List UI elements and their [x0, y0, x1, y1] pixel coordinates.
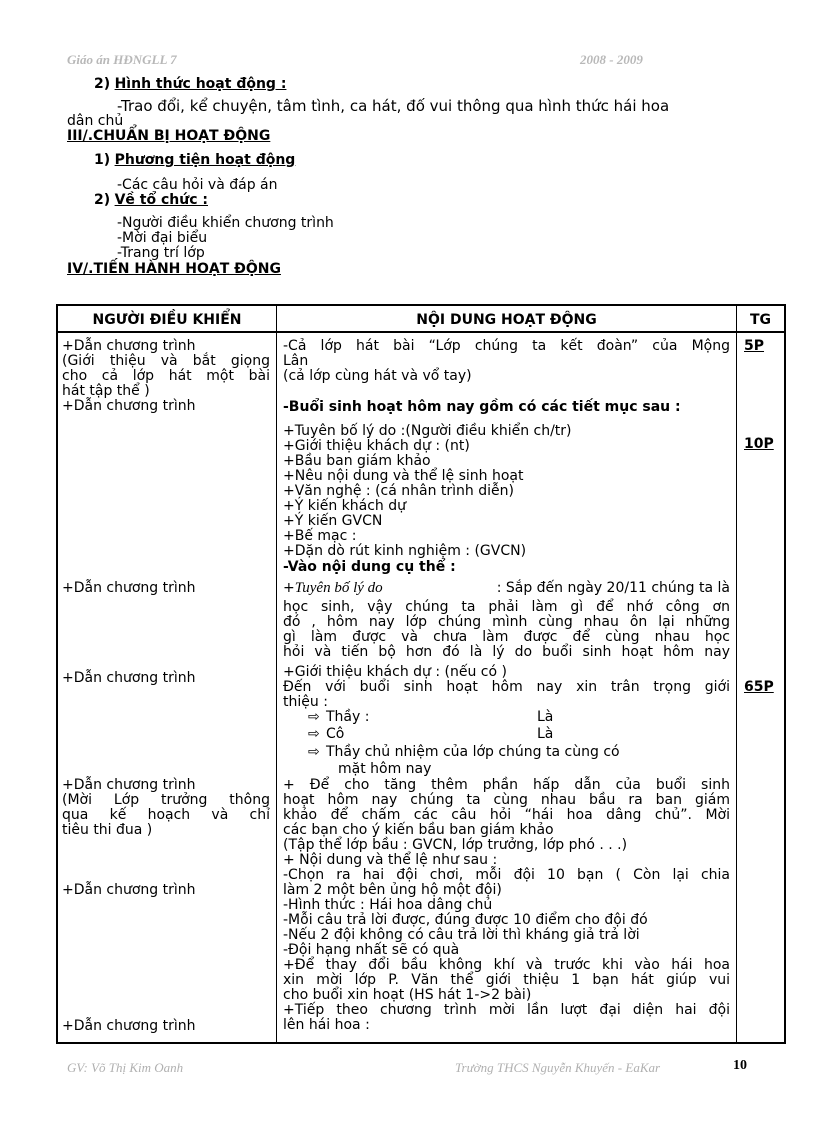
section-3-1-text: -Các câu hỏi và đáp án — [117, 177, 278, 193]
content-line: làm 2 một bên ủng hộ một đội) — [283, 882, 502, 898]
content-line: + Để cho tăng thêm phần hấp dẫn của buổi sinh — [283, 777, 730, 793]
content-line: xin mời lớp P. Văn thể giới thiệu 1 bạn hát giúp vui — [283, 972, 730, 988]
guest-bullet — [308, 745, 730, 760]
content-line: (Tập thể lớp bầu : GVCN, lớp trưởng, lớp phó . . .) — [283, 837, 628, 853]
content-line: +Ý kiến GVCN — [283, 513, 383, 529]
time-value: 5P — [744, 338, 765, 354]
leader-line: cho cả lớp hát một bài — [62, 368, 270, 384]
section-3-2-number: 2) — [94, 192, 111, 208]
section-3-1-number: 1) — [94, 152, 111, 168]
table-header-leader: NGƯỜI ĐIỀU KHIỂN — [92, 312, 242, 328]
leader-line: +Dẫn chương trình — [62, 398, 196, 414]
content-line: +Bầu ban giám khảo — [283, 453, 431, 469]
content-line: hỏi và tiến bộ hơn đó là lý do buổi sinh hoạt hôm nay — [283, 644, 730, 660]
table-header-time: TG — [749, 312, 772, 328]
content-line: -Nếu 2 đội không có câu trả lời thì kháng giả trả lời — [283, 927, 640, 943]
leader-line: +Dẫn chương trình — [62, 338, 196, 354]
leader-line: +Dẫn chương trình — [62, 580, 196, 596]
content-heading: -Buổi sinh hoạt hôm nay gồm có các tiết mục sau : — [283, 399, 681, 415]
content-line — [283, 581, 730, 596]
content-line: mặt hôm nay — [338, 761, 432, 777]
content-line: (cả lớp cùng hát và vổ tay) — [283, 368, 472, 384]
content-line: học sinh, vậy chúng ta phải làm gì để nhớ công ơn — [283, 599, 730, 615]
content-line: -Đội hạng nhất sẽ có quà — [283, 942, 460, 958]
content-line: gì làm được và chưa làm được để cùng nhau học — [283, 629, 730, 645]
leader-line: qua kế hoạch và chỉ — [62, 807, 270, 823]
content-line: -Cả lớp hát bài “Lớp chúng ta kết đoàn” của Mộng — [283, 338, 730, 354]
section-3-2-item: -Trang trí lớp — [117, 245, 205, 261]
content-line: Đến với buổi sinh hoạt hôm nay xin trân trọng giới — [283, 679, 730, 695]
content-line: +Bế mạc : — [283, 528, 357, 544]
content-line: +Ý kiến khách dự — [283, 498, 407, 514]
content-line: +Để thay đổi bầu không khí và trước khi vào hái hoa — [283, 957, 730, 973]
section-3-2-title: Về tổ chức : — [114, 192, 208, 208]
content-line: khảo để chấm các câu hỏi “hái hoa dâng chủ”. Mời — [283, 807, 730, 823]
arrow-icon: ⇨ — [308, 744, 320, 760]
section-3-title: III/.CHUẨN BỊ HOẠT ĐỘNG — [67, 128, 271, 144]
leader-line: hát tập thể ) — [62, 383, 150, 399]
content-heading: -Vào nội dung cụ thể : — [283, 559, 456, 575]
footer-left: GV: Võ Thị Kim Oanh — [67, 1060, 184, 1075]
section-2-number: 2) — [94, 76, 111, 92]
section-2-text-cont: dân chủ — [67, 113, 124, 129]
guest-bullet — [308, 727, 344, 742]
guest-role: Là — [537, 726, 554, 742]
time-value: 10P — [744, 436, 774, 452]
section-3-1-heading — [94, 153, 295, 168]
guest-label: Cô — [326, 726, 345, 742]
content-line: các bạn cho ý kiến bầu ban giám khảo — [283, 822, 554, 838]
leader-line: +Dẫn chương trình — [62, 777, 196, 793]
section-3-2-item: -Mời đại biểu — [117, 230, 208, 246]
content-line: -Mỗi câu trả lời được, đúng được 10 điểm cho đội đó — [283, 912, 648, 928]
content-line: +Giới thiệu khách dự : (nt) — [283, 438, 470, 454]
header-left: Giáo án HĐNGLL 7 — [67, 52, 177, 67]
guest-role: Là — [537, 709, 554, 725]
leader-line: +Dẫn chương trình — [62, 1018, 196, 1034]
leader-line: +Dẫn chương trình — [62, 882, 196, 898]
reason-text: : Sắp đến ngày 20/11 chúng ta là — [496, 580, 730, 596]
section-2-text: -Trao đổi, kể chuyện, tâm tình, ca hát, đố vui thông qua hình thức hái hoa — [117, 97, 670, 115]
leader-line: (Mời Lớp trưởng thông — [62, 792, 270, 808]
content-line: Lân — [283, 353, 309, 369]
content-line: +Nêu nội dung và thể lệ sinh hoạt — [283, 468, 524, 484]
section-3-2-item: -Người điều khiển chương trình — [117, 215, 334, 231]
content-line: -Hình thức : Hái hoa dâng chủ — [283, 897, 493, 913]
section-2-title: Hình thức hoạt động : — [114, 76, 287, 92]
leader-line: tiêu thi đua ) — [62, 822, 153, 838]
guest-label: Thầy : — [326, 709, 370, 725]
content-line: +Giới thiệu khách dự : (nếu có ) — [283, 664, 507, 680]
footer-right: Trường THCS Nguyễn Khuyến - EaKar — [455, 1060, 661, 1075]
content-line: +Văn nghệ : (cá nhân trình diễn) — [283, 483, 514, 499]
section-2-heading — [94, 77, 286, 92]
leader-line: +Dẫn chương trình — [62, 670, 196, 686]
arrow-icon: ⇨ — [308, 726, 320, 742]
time-value: 65P — [744, 679, 774, 695]
reason-label: Tuyên bố lý do — [294, 580, 383, 596]
arrow-icon: ⇨ — [308, 709, 320, 725]
content-line: cho buổi xin hoạt (HS hát 1->2 bài) — [283, 987, 532, 1003]
leader-line: (Giới thiệu và bắt giọng — [62, 353, 270, 369]
content-line: lên hái hoa : — [283, 1017, 370, 1033]
table-header-content: NỘI DUNG HOẠT ĐỘNG — [416, 312, 597, 328]
content-line: thiệu : — [283, 694, 328, 710]
content-line: + Nội dung và thể lệ như sau : — [283, 852, 498, 868]
content-line: đó , hôm nay lớp chúng mình cùng nhau ôn lại những — [283, 614, 730, 630]
guest-bullet — [308, 710, 369, 725]
page-number: 10 — [733, 1058, 747, 1073]
content-line: +Tiếp theo chương trình mời lần lượt đại diện hai đội — [283, 1002, 730, 1018]
content-line: +Dặn dò rút kinh nghiệm : (GVCN) — [283, 543, 527, 559]
header-right: 2008 - 2009 — [580, 52, 643, 67]
guest-label: Thầy chủ nhiệm của lớp chúng ta cùng có — [326, 744, 620, 760]
section-4-title: IV/.TIẾN HÀNH HOẠT ĐỘNG — [67, 261, 281, 277]
content-line: -Chọn ra hai đội chơi, mỗi đội 10 bạn ( Còn lại chia — [283, 867, 730, 883]
content-line: +Tuyên bố lý do :(Người điều khiển ch/tr) — [283, 423, 572, 439]
section-3-2-heading — [94, 193, 208, 208]
section-3-1-title: Phương tiện hoạt động — [114, 152, 296, 168]
content-plus: + — [283, 580, 295, 596]
content-line: hoạt hôm nay chúng ta cùng nhau bầu ra ban giám — [283, 792, 730, 808]
